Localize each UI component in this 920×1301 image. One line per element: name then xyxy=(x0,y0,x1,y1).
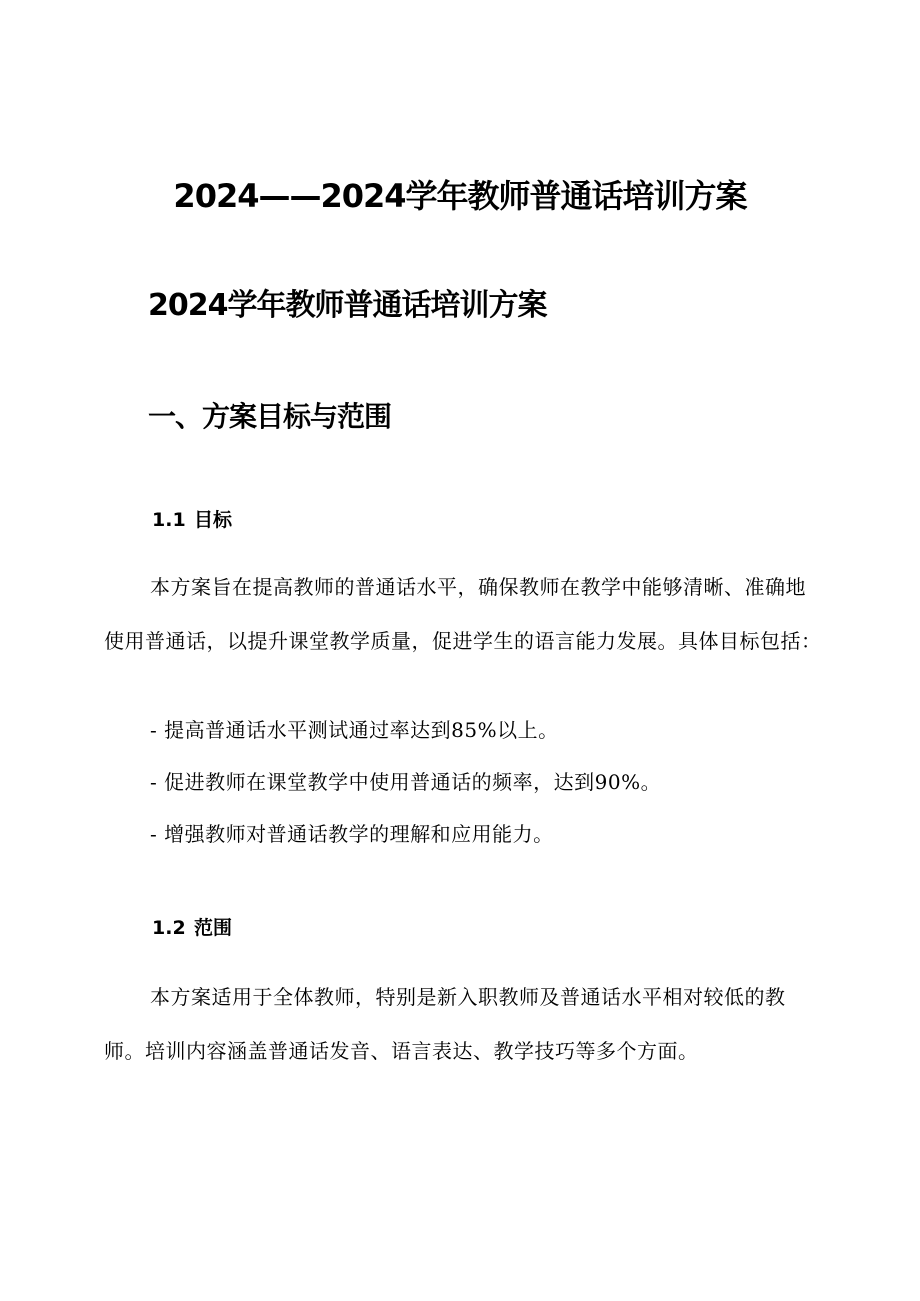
list-item: - 提高普通话水平测试通过率达到85%以上。 xyxy=(150,718,559,742)
scope-heading-number: 1.2 xyxy=(152,917,186,939)
document-subtitle: 2024学年教师普通话培训方案 xyxy=(148,288,547,323)
goals-paragraph: 本方案旨在提高教师的普通话水平，确保教师在教学中能够清晰、准确地使用普通话，以提升课堂教学质量，促进学生的语言能力发展。具体目标包括： xyxy=(104,575,822,653)
goals-heading xyxy=(152,506,232,534)
document-title: 2024——2024学年教师普通话培训方案 xyxy=(173,177,747,215)
goals-list xyxy=(150,704,661,860)
scope-paragraph: 本方案适用于全体教师，特别是新入职教师及普通话水平相对较低的教师。培训内容涵盖普通话发音、语言表达、教学技巧等多个方面。 xyxy=(104,985,786,1063)
scope-heading-label: 范围 xyxy=(194,917,233,939)
list-item: - 促进教师在课堂教学中使用普通话的频率，达到90%。 xyxy=(150,770,662,794)
list-item: - 增强教师对普通话教学的理解和应用能力。 xyxy=(150,822,554,846)
scope-heading xyxy=(152,914,232,942)
goals-heading-number: 1.1 xyxy=(152,509,186,531)
goals-heading-label: 目标 xyxy=(194,509,233,531)
section-heading: 一、方案目标与范围 xyxy=(148,400,392,433)
